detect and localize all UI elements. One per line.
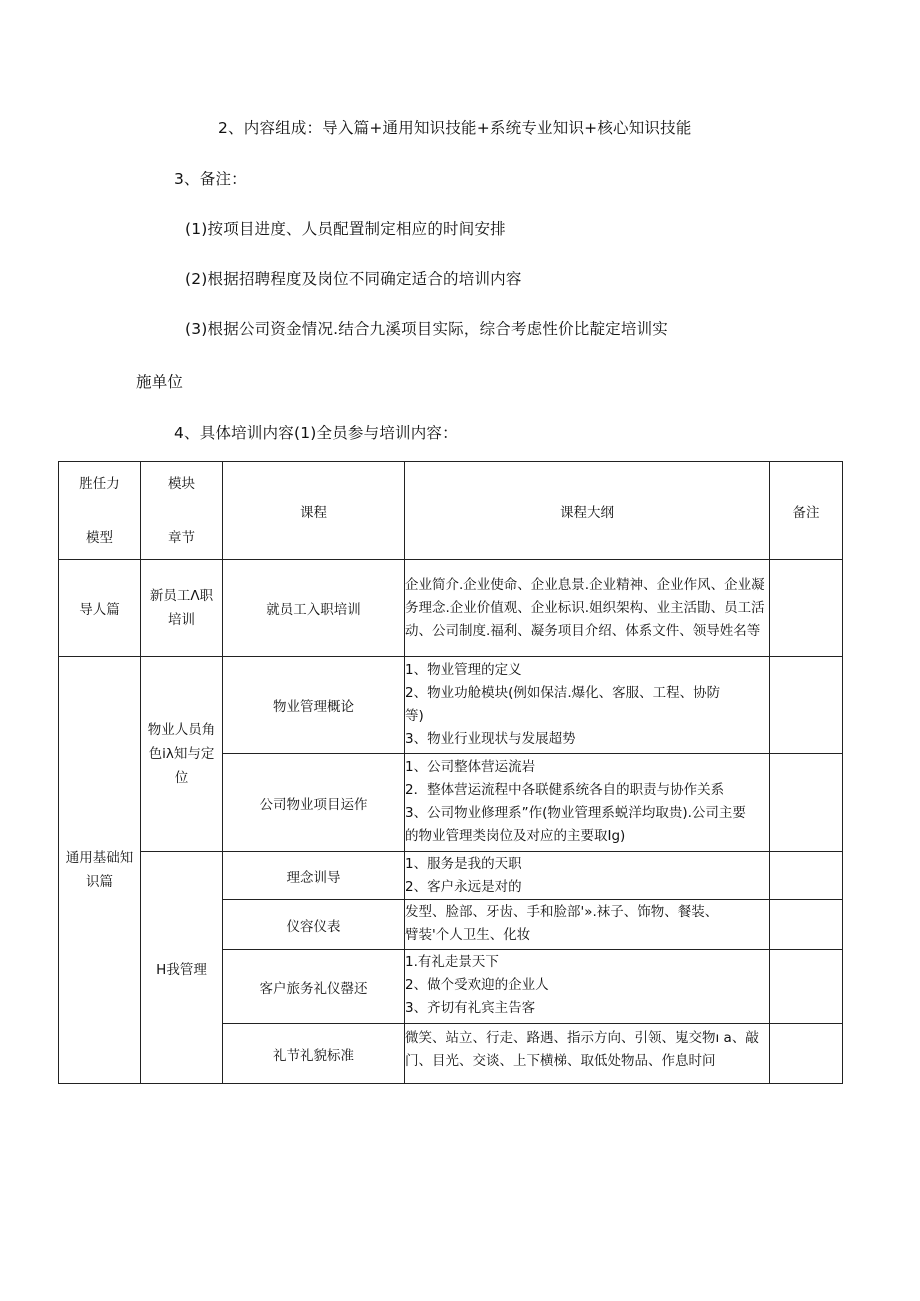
cell-outline-etiquette	[405, 950, 770, 1024]
cell-course-courtesy: 礼节礼貌标准	[223, 1024, 405, 1084]
header-remark: 备注	[770, 462, 843, 560]
cell-module-newstaff	[141, 560, 223, 657]
cell-remark	[770, 1024, 843, 1084]
cell-remark	[770, 657, 843, 754]
outline-line: 2、物业功舱模块(例如保洁.爆化、客服、工程、协防	[405, 685, 721, 701]
remark-item-2: (2)根据招聘程度及岗位不同确定适合的培训内容	[185, 270, 522, 288]
outline-line: 2、客户永远是对的	[405, 879, 522, 895]
content-composition-line: 2、内容组成：导入篇+通用知识技能+系统专业知识+核心知识技能	[218, 119, 692, 137]
outline-line: 1、物业管理的定义	[405, 662, 522, 678]
outline-line: 的物业管理类岗位及对应的主要取Ig)	[405, 828, 626, 844]
cell-remark	[770, 950, 843, 1024]
cell-remark	[770, 900, 843, 950]
module-role-line1: 物业人员角	[147, 722, 216, 738]
cell-outline-appearance	[405, 900, 770, 950]
outline-line: 2．整体营运流程中各联健系统各自的职责与协作关系	[405, 782, 725, 798]
header-module-line1: 模块	[168, 475, 195, 492]
model-general-line1: 通用基础知	[65, 850, 134, 866]
remarks-heading: 3、备注：	[174, 170, 247, 188]
cell-course-etiquette: 客户旅务礼仪罄还	[223, 950, 405, 1024]
cell-outline-operations	[405, 754, 770, 852]
cell-outline-courtesy	[405, 1024, 770, 1084]
table-row	[59, 852, 843, 900]
model-general-line2: 识篇	[86, 874, 113, 890]
header-module-line2: 章节	[168, 529, 195, 546]
cell-course-operations: 公司物业项目运作	[223, 754, 405, 852]
table-header-row	[59, 462, 843, 560]
outline-line: 3、物业行业现状与发展超势	[405, 731, 576, 747]
cell-remark	[770, 754, 843, 852]
header-competency-line1: 胜任力	[79, 475, 120, 492]
outline-line: 1、公司整体营运流岩	[405, 759, 536, 775]
outline-line: 1.有礼走景天下	[405, 954, 499, 970]
cell-module-role	[141, 657, 223, 852]
outline-line: 3、齐切有礼宾主告客	[405, 1000, 536, 1016]
outline-line: 微笑、站立、行走、路遇、指示方向、引领、嵬交物ı a、敲	[405, 1030, 759, 1046]
cell-remark	[770, 560, 843, 657]
cell-course-onboarding: 就员工入职培训	[223, 560, 405, 657]
cell-outline-onboarding: 企业简介.企业使命、企业息景.企业精神、企业作风、企业凝务理念.企业价值观、企业标识.姐织架构、业主活勖、员工活动、公司制度.福利、凝务项目介绍、体系文件、领导姓名等	[405, 560, 770, 657]
training-content-heading: 4、具体培训内容(1)全员参与培训内容：	[174, 424, 458, 442]
cell-course-pm-intro: 物业管理概论	[223, 657, 405, 754]
module-newstaff-line1: 新员工Λ职	[149, 588, 214, 604]
module-newstaff-line2: 培训	[168, 612, 195, 628]
cell-remark	[770, 852, 843, 900]
header-competency-line2: 模型	[86, 529, 113, 546]
header-course: 课程	[223, 462, 405, 560]
module-role-line3: 位	[174, 770, 189, 786]
cell-course-idea: 理念训导	[223, 852, 405, 900]
cell-model-general	[59, 657, 141, 1084]
table-row	[59, 657, 843, 754]
cell-course-appearance: 仪容仪表	[223, 900, 405, 950]
outline-line: 臂装'个人卫生、化妆	[405, 927, 531, 943]
module-role-line2: 色iλ知与定	[148, 746, 215, 762]
remark-item-3-continued: 施单位	[136, 373, 184, 391]
remark-item-1: (1)按项目进度、人员配置制定相应的时间安排	[185, 220, 506, 238]
cell-module-self-management: H我管理	[141, 852, 223, 1084]
outline-line: 门、目光、交谈、上下横梯、取低处物品、作息时问	[405, 1053, 716, 1069]
cell-outline-pm-intro	[405, 657, 770, 754]
cell-model-intro: 导人篇	[59, 560, 141, 657]
header-module-chapter	[141, 462, 223, 560]
outline-line: 2、做个受欢迎的企业人	[405, 977, 549, 993]
remark-item-3: (3)根据公司资金情况.结合九溪项目实际，综合考虑性价比靛定培训实	[185, 320, 668, 338]
table-row	[59, 560, 843, 657]
training-content-table	[58, 461, 843, 1084]
outline-line: 发型、脸部、牙齿、手和脸部'».袜子、饰物、餐装、	[405, 904, 719, 920]
outline-line: 1、服务是我的天职	[405, 856, 522, 872]
outline-line: 3、公司物业修理系”作(物业管理系蜕洋均取贵).公司主要	[405, 805, 746, 821]
outline-line: 等)	[405, 708, 424, 724]
cell-outline-idea	[405, 852, 770, 900]
header-competency-model	[59, 462, 141, 560]
header-outline: 课程大纲	[405, 462, 770, 560]
